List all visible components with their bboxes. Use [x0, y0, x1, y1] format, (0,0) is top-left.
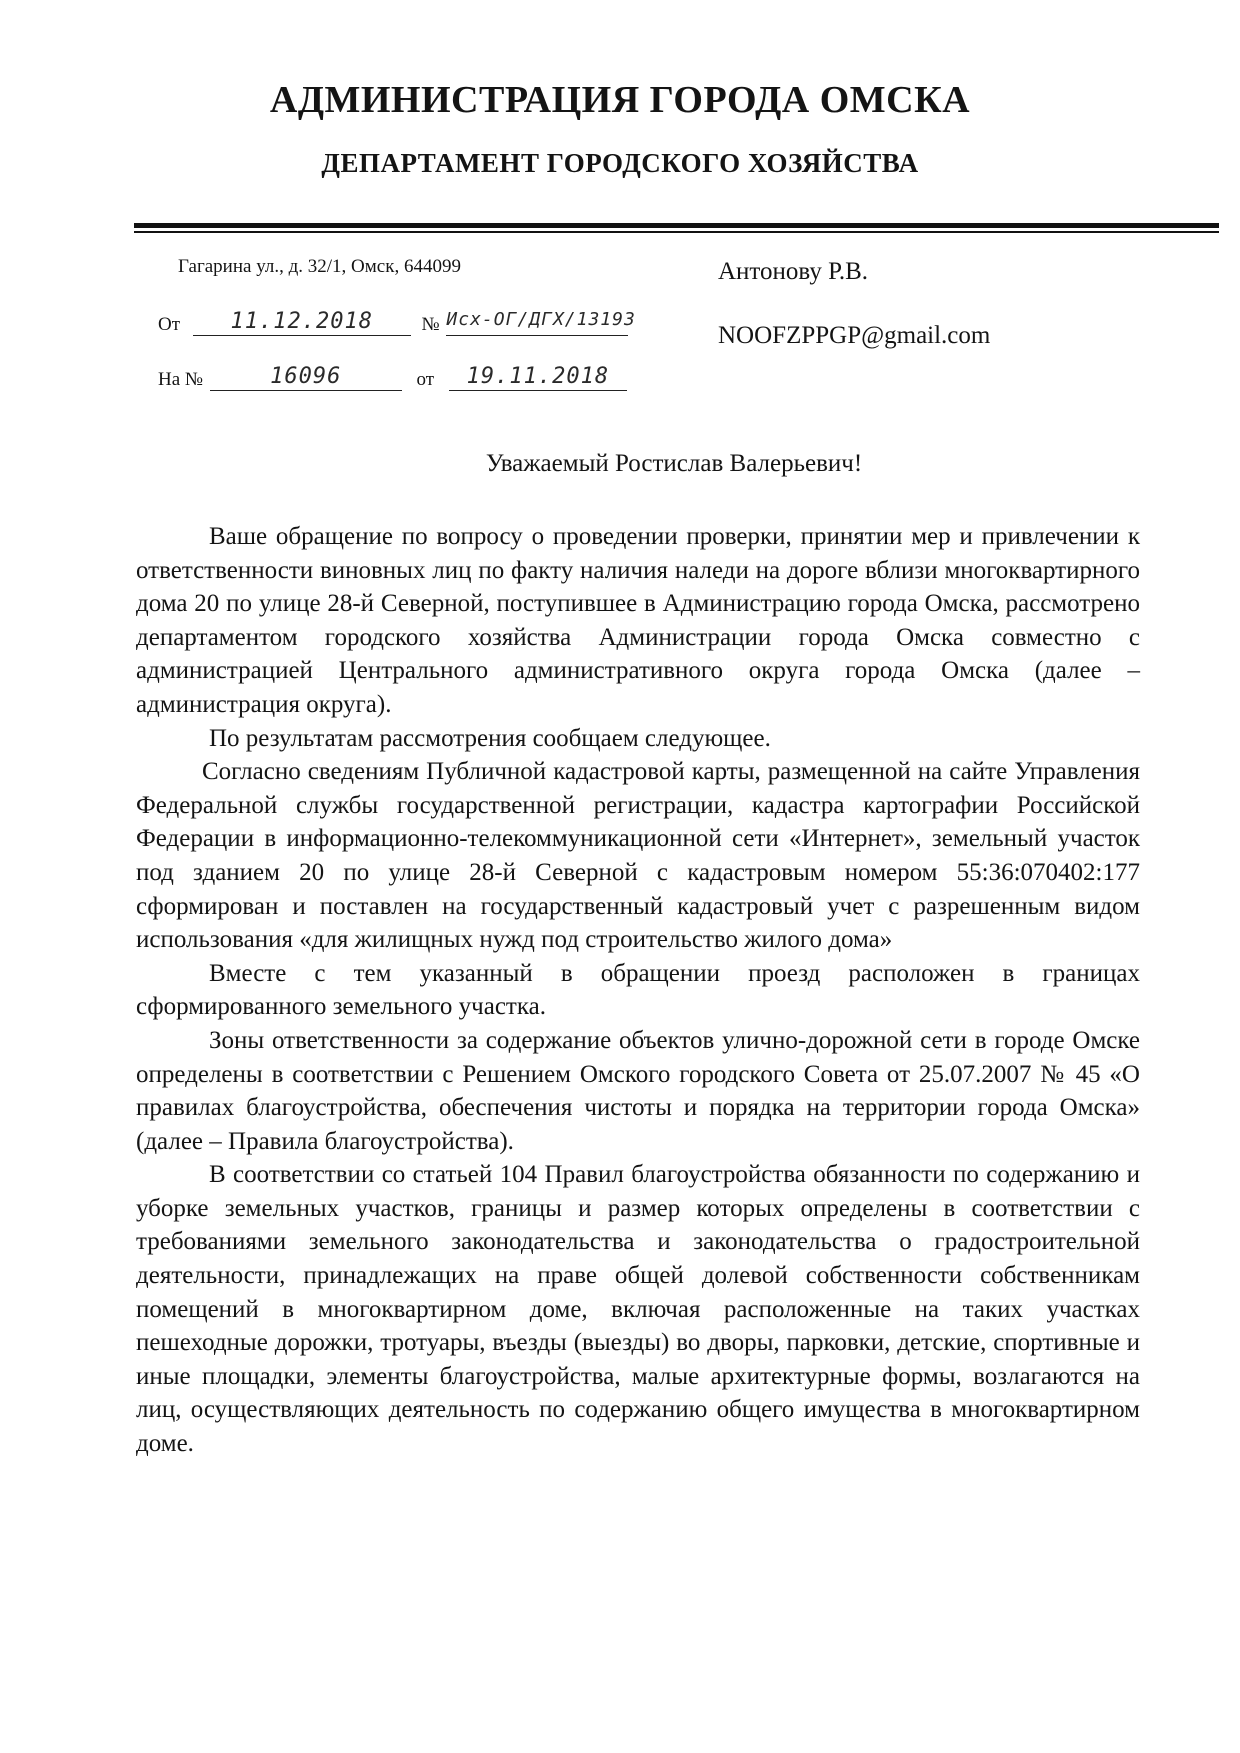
letter-body: [136, 520, 1140, 1461]
sender-address: Гагарина ул., д. 32/1, Омск, 644099: [178, 256, 461, 277]
body-paragraph: В соответствии со статьей 104 Правил благоустройства обязанности по содержанию и уборке земельных участков, границы и размер которых определены в соответствии с требованиями земельного законодательства и законодательства о градостроительной деятельности, принадлежащих на праве общей долевой собственности собственникам помещений в многоквартирном доме, включая расположенные на таких участках пешеходные дорожки, тротуары, въезды (выезды) во дворы, парковки, детские, спортивные и иные площадки, элементы благоустройства, малые архитектурные формы, возлагаются на лиц, осуществляющих деятельность по содержанию общего имущества в многоквартирном доме.: [136, 1161, 1140, 1458]
date-label: От: [158, 314, 181, 335]
reply-number-label: На №: [158, 369, 204, 390]
outgoing-number-field: [446, 305, 636, 336]
body-paragraph: Ваше обращение по вопросу о проведении проверки, принятии мер и привлечении к ответственности виновных лиц по факту наличия наледи на дороге вблизи многоквартирного дома 20 по улице 28-й Северной, поступившее в Администрацию города Омска, рассмотрено департаментом городского хозяйства Администрации города Омска совместно с администрацией Центрального административного округа города Омска (далее – администрация округа).: [136, 523, 1140, 718]
reply-registration-row: [158, 360, 627, 391]
reply-number-field: [210, 360, 402, 391]
number-label: №: [421, 314, 440, 335]
salutation: Уважаемый Ростислав Валерьевич!: [485, 450, 863, 477]
reply-date-label: от: [416, 369, 435, 390]
body-paragraph: Согласно сведениям Публичной кадастровой карты, размещенной на сайте Управления Федеральной службы государственной регистрации, кадастра картографии Российской Федерации в информационно-телекоммуникационной сети «Интернет», земельный участок под зданием 20 по улице 28-й Северной с кадастровым номером 55:36:070402:177 сформирован и поставлен на государственный кадастровый учет с разрешенным видом использования «для жилищных нужд под строительство жилого дома»: [136, 758, 1140, 954]
header-divider-thick: [134, 223, 1219, 228]
reply-number-value: 16096: [270, 364, 342, 389]
department-title: ДЕПАРТАМЕНТ ГОРОДСКОГО ХОЗЯЙСТВА: [321, 148, 919, 178]
outgoing-date-field: [193, 305, 411, 336]
outgoing-date-value: 11.12.2018: [230, 309, 373, 334]
outgoing-number-value: Исх-ОГ/ДГХ/13193: [446, 309, 636, 330]
body-paragraph: Вместе с тем указанный в обращении проезд расположен в границах сформированного земельного участка.: [136, 959, 1140, 1021]
outgoing-registration-row: [158, 305, 636, 336]
recipient-email: NOOFZPPGP@gmail.com: [718, 322, 991, 349]
reply-date-field: [449, 360, 627, 391]
reply-date-value: 19.11.2018: [466, 364, 610, 389]
body-paragraph: По результатам рассмотрения сообщаем следующее.: [209, 724, 771, 752]
organization-title: АДМИНИСТРАЦИЯ ГОРОДА ОМСКА: [269, 79, 971, 121]
body-paragraph: Зоны ответственности за содержание объектов улично-дорожной сети в городе Омске определены в соответствии с Решением Омского городского Совета от 25.07.2007 № 45 «О правилах благоустройства, обеспечения чистоты и порядка на территории города Омска» (далее – Правила благоустройства).: [136, 1026, 1140, 1155]
recipient-name: Антонову Р.В.: [718, 258, 869, 285]
header-divider-thin: [134, 231, 1219, 233]
